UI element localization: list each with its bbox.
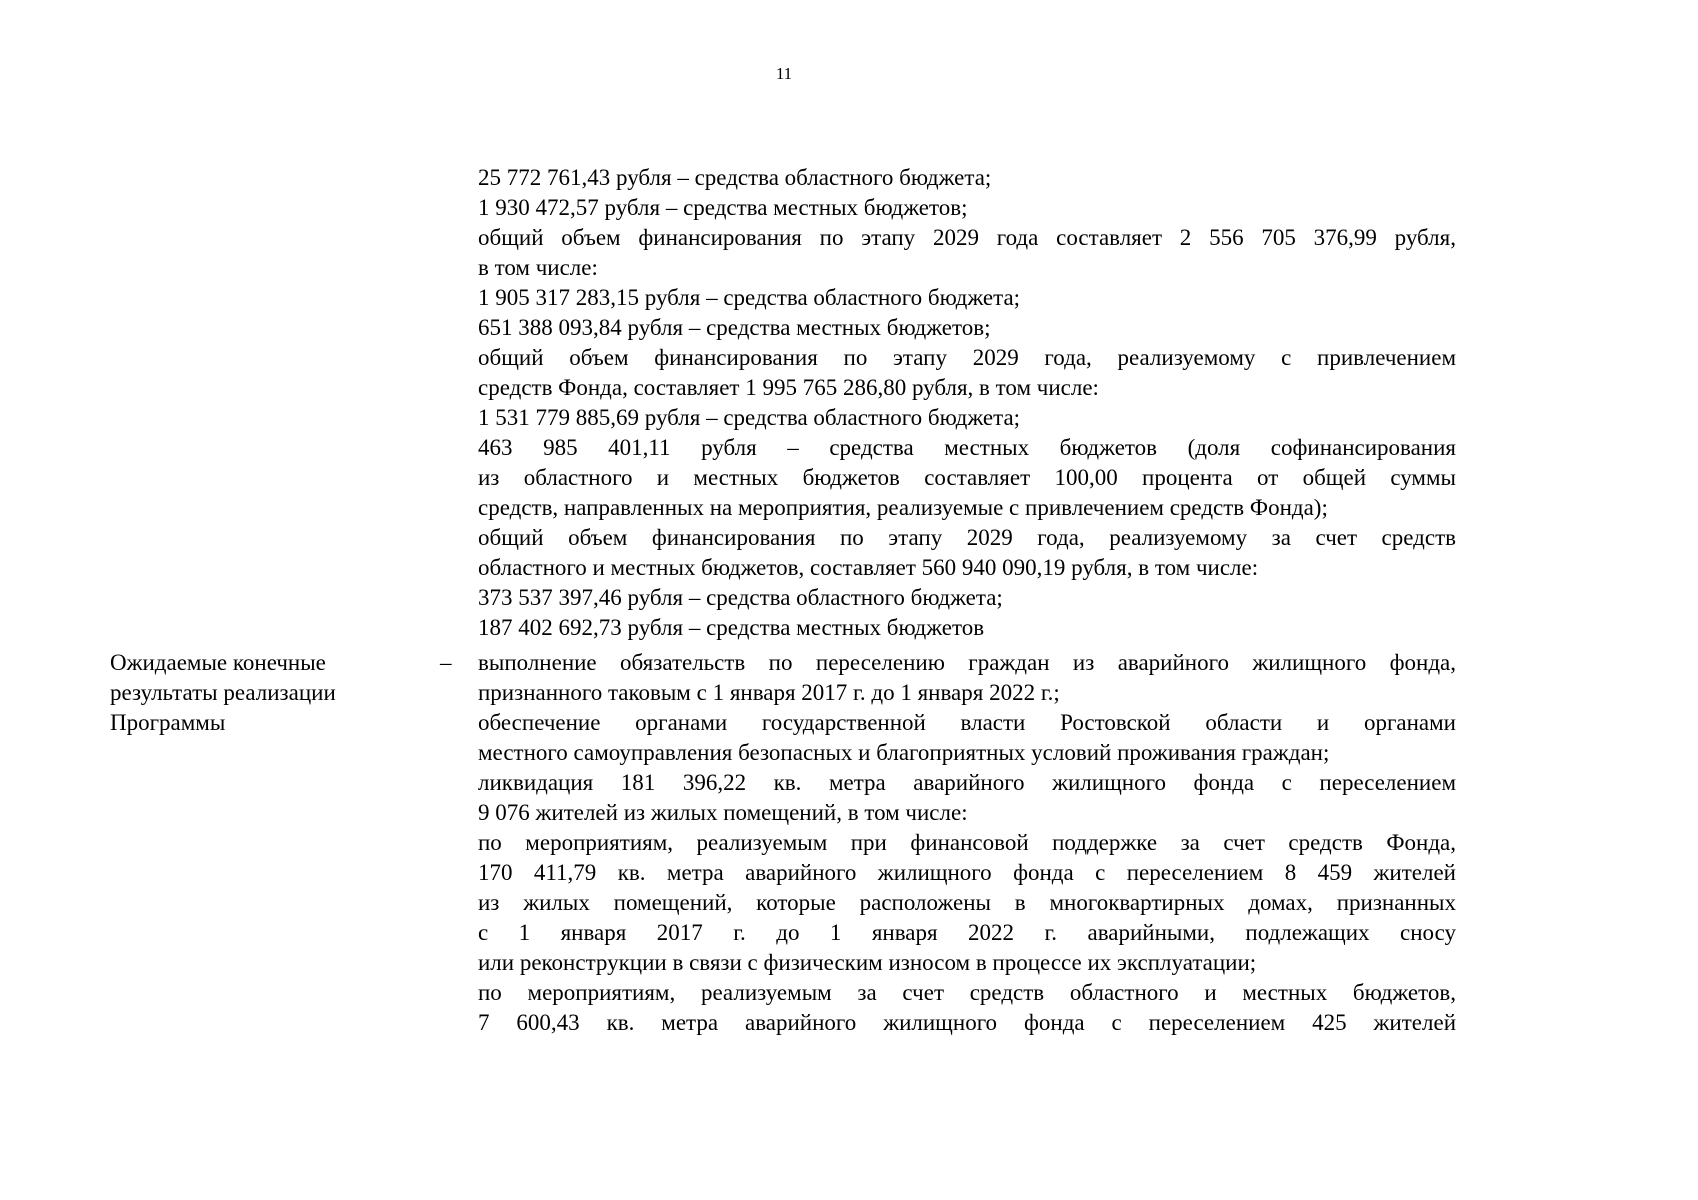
text-line: 170 411,79 кв. метра аварийного жилищного фонда с переселением 8 459 жителей [478,860,1456,885]
text-line: 9 076 жителей из жилых помещений, в том числе: [478,800,968,825]
text-line: 651 388 093,84 рубля – средства местных бюджетов; [478,315,991,340]
text-line: из областного и местных бюджетов составляет 100,00 процента от общей суммы [478,465,1456,490]
text-line: местного самоуправления безопасных и благоприятных условий проживания граждан; [478,740,1330,765]
financing-text-block [478,163,1456,643]
text-line: по мероприятиям, реализуемым при финансовой поддержке за счет средств Фонда, [478,830,1456,855]
text-line: средств, направленных на мероприятия, реализуемые с привлечением средств Фонда); [478,495,1328,520]
label-line: Программы [110,710,226,735]
text-line: 1 531 779 885,69 рубля – средства областного бюджета; [478,405,1021,430]
text-line: общий объем финансирования по этапу 2029 года, реализуемому с привлечением [478,345,1456,370]
text-line: ликвидация 181 396,22 кв. метра аварийного жилищного фонда с переселением [478,770,1456,795]
text-line: 7 600,43 кв. метра аварийного жилищного фонда с переселением 425 жителей [478,1010,1456,1035]
text-line: областного и местных бюджетов, составляет 560 940 090,19 рубля, в том числе: [478,555,1259,580]
text-line: общий объем финансирования по этапу 2029 года, реализуемому за счет средств [478,525,1456,550]
results-section-label [110,648,410,738]
text-line: средств Фонда, составляет 1 995 765 286,80 рубля, в том числе: [478,375,1099,400]
text-line: с 1 января 2017 г. до 1 января 2022 г. аварийными, подлежащих сносу [478,920,1456,945]
text-line: из жилых помещений, которые расположены в многоквартирных домах, признанных [478,890,1456,915]
text-line: в том числе: [478,255,598,280]
text-line: 1 930 472,57 рубля – средства местных бюджетов; [478,195,968,220]
text-line: 463 985 401,11 рубля – средства местных бюджетов (доля софинансирования [478,435,1456,460]
text-line: по мероприятиям, реализуемым за счет средств областного и местных бюджетов, [478,980,1456,1005]
results-text-block [478,648,1456,1038]
text-line: 25 772 761,43 рубля – средства областного бюджета; [478,165,992,190]
label-line: Ожидаемые конечные [110,650,326,675]
label-line: результаты реализации [110,680,336,705]
text-line: общий объем финансирования по этапу 2029 года составляет 2 556 705 376,99 рубля, [478,225,1456,250]
text-line: 187 402 692,73 рубля – средства местных бюджетов [478,615,985,640]
text-line: или реконструкции в связи с физическим износом в процессе их эксплуатации; [478,950,1257,975]
text-line: признанного таковым с 1 января 2017 г. до 1 января 2022 г.; [478,680,1060,705]
label-dash: – [440,650,452,675]
text-line: 373 537 397,46 рубля – средства областного бюджета; [478,585,1003,610]
text-line: обеспечение органами государственной власти Ростовской области и органами [478,710,1456,735]
page-number: 11 [775,64,793,83]
text-line: выполнение обязательств по переселению граждан из аварийного жилищного фонда, [478,650,1456,675]
text-line: 1 905 317 283,15 рубля – средства областного бюджета; [478,285,1021,310]
